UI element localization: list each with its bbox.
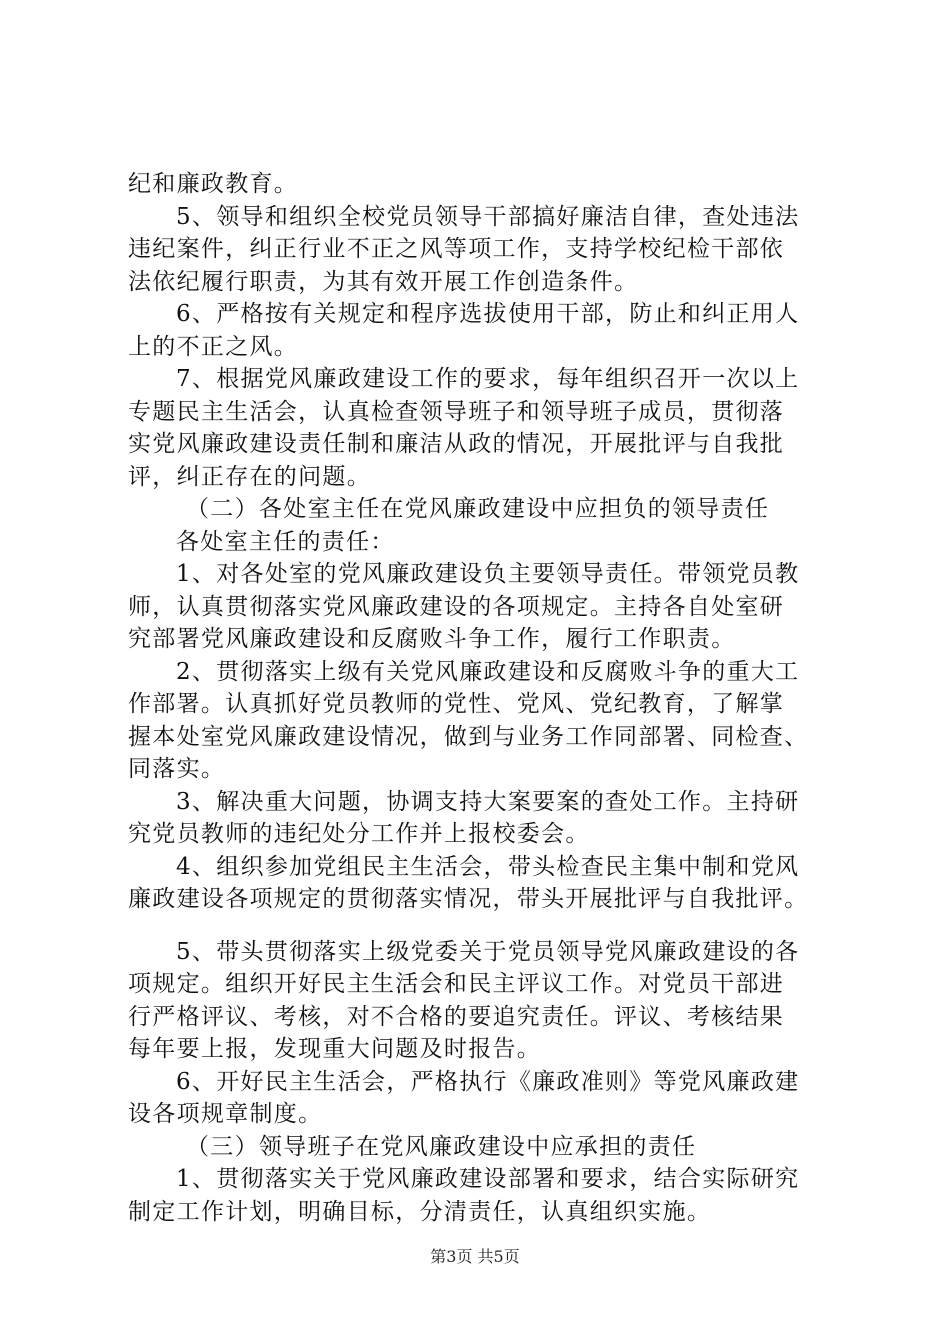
text-line: 6、严格按有关规定和程序选拔使用干部，防止和纠正用人 bbox=[176, 301, 800, 327]
paragraph-gap bbox=[128, 916, 828, 936]
text-line: 法依纪履行职责，为其有效开展工作创造条件。 bbox=[128, 268, 639, 295]
text-line: 项规定。组织开好民主生活会和民主评议工作。对党员干部进 bbox=[128, 971, 785, 997]
text-line: 5、领导和组织全校党员领导干部搞好廉洁自律，查处违法 bbox=[176, 203, 800, 230]
text-line: 专题民主生活会，认真检查领导班子和领导班子成员，贯彻落 bbox=[128, 398, 785, 425]
text-line: 究部署党风廉政建设和反腐败斗争工作，履行工作职责。 bbox=[128, 626, 736, 652]
text-line: 7、根据党风廉政建设工作的要求，每年组织召开一次以上 bbox=[176, 366, 800, 392]
text-line: 制定工作计划，明确目标，分清责任，认真组织实施。 bbox=[128, 1198, 712, 1225]
page-number-footer: 第3页 共5页 bbox=[430, 1247, 520, 1266]
text-line: 纪和廉政教育。 bbox=[128, 171, 299, 197]
text-line: 实党风廉政建设责任制和廉洁从政的情况，开展批评与自我批 bbox=[128, 431, 785, 457]
text-line: 上的不正之风。 bbox=[128, 333, 299, 360]
text-line: 6、开好民主生活会，严格执行《廉政准则》等党风廉政建 bbox=[176, 1068, 800, 1095]
text-line: 2、贯彻落实上级有关党风廉政建设和反腐败斗争的重大工 bbox=[176, 658, 800, 685]
text-line: 4、组织参加党组民主生活会，带头检查民主集中制和党风 bbox=[176, 853, 800, 880]
text-line: 5、带头贯彻落实上级党委关于党员领导党风廉政建设的各 bbox=[176, 938, 800, 965]
section-heading: （三）领导班子在党风廉政建设中应承担的责任 bbox=[186, 1133, 697, 1160]
section-heading: （二）各处室主任在党风廉政建设中应担负的领导责任 bbox=[186, 496, 770, 522]
text-line: 究党员教师的违纪处分工作并上报校委会。 bbox=[128, 821, 590, 847]
text-line: 评，纠正存在的问题。 bbox=[128, 463, 371, 490]
text-line: 设各项规章制度。 bbox=[128, 1101, 323, 1127]
text-line: 廉政建设各项规定的贯彻落实情况，带头开展批评与自我批评。 bbox=[128, 886, 809, 912]
document-body bbox=[128, 168, 828, 1228]
text-line: 各处室主任的责任： bbox=[176, 528, 395, 555]
text-line: 违纪案件，纠正行业不正之风等项工作，支持学校纪检干部依 bbox=[128, 236, 785, 262]
text-line: 师，认真贯彻落实党风廉政建设的各项规定。主持各自处室研 bbox=[128, 593, 785, 620]
text-line: 同落实。 bbox=[128, 756, 226, 782]
text-line: 行严格评议、考核，对不合格的要追究责任。评议、考核结果 bbox=[128, 1003, 785, 1030]
text-line: 1、贯彻落实关于党风廉政建设部署和要求，结合实际研究 bbox=[176, 1166, 800, 1192]
text-line: 3、解决重大问题，协调支持大案要案的查处工作。主持研 bbox=[176, 788, 800, 815]
text-line: 作部署。认真抓好党员教师的党性、党风、党纪教育，了解掌 bbox=[128, 691, 785, 717]
text-line: 握本处室党风廉政建设情况，做到与业务工作同部署、同检查、 bbox=[128, 723, 809, 750]
text-line: 每年要上报，发现重大问题及时报告。 bbox=[128, 1036, 542, 1062]
text-line: 1、对各处室的党风廉政建设负主要领导责任。带领党员教 bbox=[176, 561, 800, 587]
